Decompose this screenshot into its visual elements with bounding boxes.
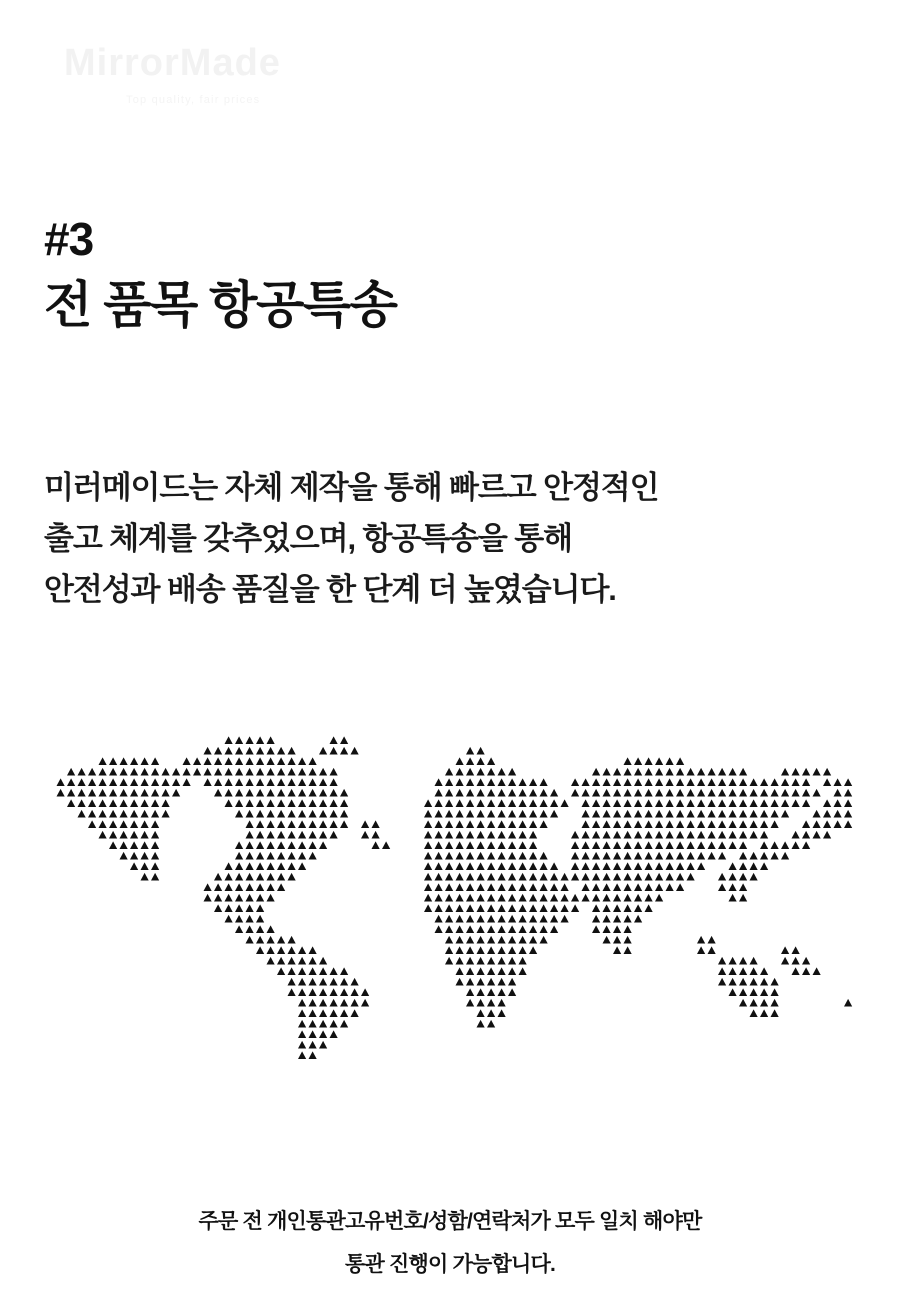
footnote-line: 통관 진행이 가능합니다. (345, 1253, 555, 1277)
world-map-icon (46, 735, 854, 1155)
watermark-brand: MirrorMade (64, 42, 281, 84)
body-line: 안전성과 배송 품질을 한 단계 더 높였습니다. (44, 572, 616, 608)
body-paragraph (44, 462, 864, 615)
body-line: 미러메이드는 자체 제작을 통해 빠르고 안정적인 (44, 470, 659, 505)
footnote-line: 주문 전 개인통관고유번호/성함/연락처가 모두 일치 해야만 (198, 1210, 702, 1233)
watermark (64, 44, 364, 106)
watermark-tagline: Top quality, fair prices (126, 93, 261, 106)
footnote (0, 1200, 900, 1286)
world-map-graphic (46, 735, 854, 1155)
section-number: #3 (44, 213, 94, 265)
page-title: 전 품목 항공특송 (44, 277, 397, 334)
body-line: 출고 체계를 갖추었으며, 항공특송을 통해 (44, 521, 572, 557)
heading-block (44, 215, 856, 333)
